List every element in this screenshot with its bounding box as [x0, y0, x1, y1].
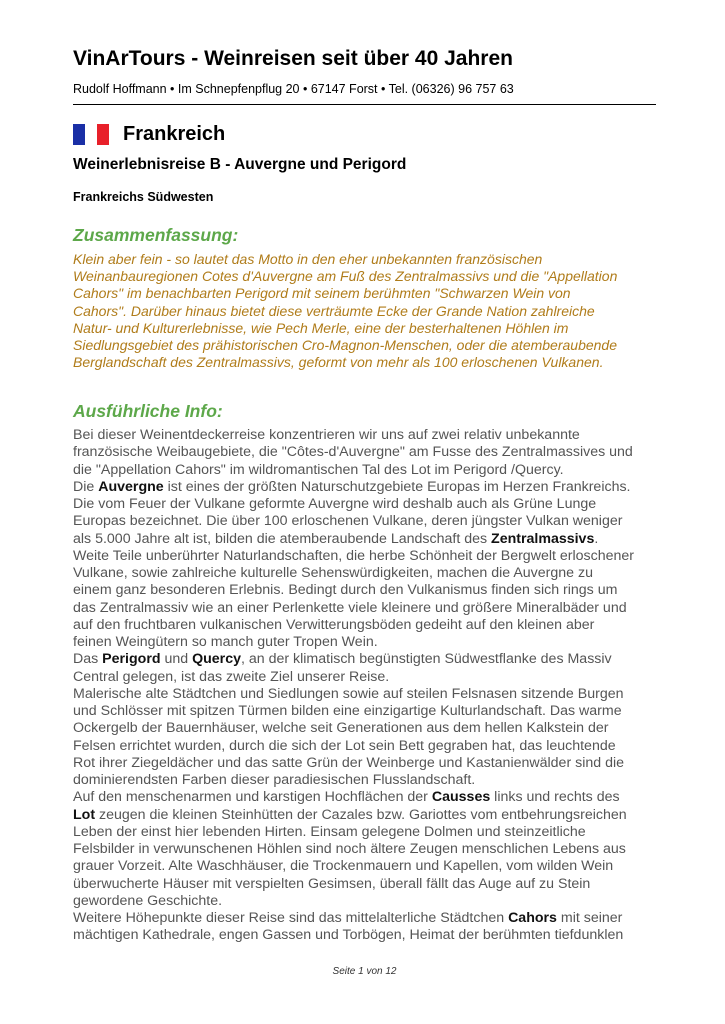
details-line: [73, 720, 656, 737]
details-line: [73, 651, 656, 668]
details-paragraph: [73, 427, 656, 945]
details-line: [73, 686, 656, 703]
text-segment: Die: [73, 478, 99, 495]
text-segment: grauer Vorzeit. Alte Waschhäuser, die Trockenmauern und Kapellen, vom wilden Wein: [73, 858, 614, 875]
bold-term: Cahors: [508, 910, 557, 926]
page-number: Seite 1 von 12: [332, 966, 397, 977]
summary-paragraph: [73, 251, 656, 371]
text-segment: überwucherte Häuser mit verspielten Gesimsen, überall fällt das Auge auf zu Stein: [73, 875, 591, 892]
text-segment: Weite Teile unberührter Naturlandschaften, die herbe Schönheit der Bergwelt erloschener: [73, 547, 635, 564]
details-line: [73, 462, 656, 479]
details-line: [73, 738, 656, 755]
details-line: [73, 617, 656, 634]
details-line: [73, 427, 656, 444]
summary-line: Berglandschaft des Zentralmassivs, geformt von mehr als 100 erloschenen Vulkanen.: [73, 354, 604, 371]
text-segment: Ockergelb der Bauernhäuser, welche seit Generationen aus dem hellen Kalkstein der: [73, 720, 609, 737]
bold-term: Lot: [73, 806, 96, 823]
details-line: [73, 548, 656, 565]
details-line: [73, 876, 656, 893]
text-segment: auf den fruchtbaren vulkanischen Verwitterungsböden gedeiht auf den kleinen aber: [73, 616, 595, 633]
text-segment: das Zentralmassiv wie an einer Perlenkette viele kleinere und größere Mineralbäder und: [73, 599, 627, 616]
details-line: [73, 772, 656, 789]
bold-term: Auvergne: [98, 478, 164, 495]
flag-france-icon: [73, 124, 109, 145]
summary-line: Cahors" im benachbarten Perigord mit seinem berühmten "Schwarzen Wein von: [73, 285, 571, 302]
text-segment: Weitere Höhepunkte dieser Reise sind das mittelalterliche Städtchen: [73, 910, 509, 926]
text-segment: Felsbilder in verwunschenen Höhlen sind noch ältere Zeugen menschlichen Lebens aus: [73, 841, 626, 857]
details-line: [73, 444, 656, 461]
text-segment: Vulkane, sowie zahlreiche kulturelle Sehenswürdigkeiten, machen die Auvergne zu: [73, 565, 593, 581]
text-segment: Malerische alte Städtchen und Siedlungen sowie auf steilen Felsnasen sitzende Burgen: [73, 685, 624, 702]
text-segment: Bei dieser Weinentdeckerreise konzentrieren wir uns auf zwei relativ unbekannte: [73, 427, 580, 443]
text-segment: feinen Weingütern so manch guter Tropen Wein.: [73, 634, 378, 650]
text-segment: Central gelegen, ist das zweite Ziel unserer Reise.: [73, 668, 390, 685]
text-segment: mit seiner: [556, 910, 623, 926]
details-line: [73, 824, 656, 841]
details-line: [73, 565, 656, 582]
country-heading: Frankreich: [123, 123, 226, 145]
header-divider: [73, 104, 656, 105]
text-segment: Rot ihrer Ziegeldächer und das satte Grün der Weinberge und Kastanienwälder sind die: [73, 754, 625, 771]
bold-term: Quercy: [192, 651, 241, 668]
text-segment: , an der klimatisch begünstigten Südwestflanke des Massiv: [240, 651, 612, 668]
page-title: VinArTours - Weinreisen seit über 40 Jahren: [73, 47, 513, 70]
text-segment: Leben der einst hier lebenden Hirten. Einsam gelegene Dolmen und steinzeitliche: [73, 823, 586, 840]
text-segment: Felsen errichtet wurden, durch die sich der Lot sein Bett gegraben hat, das leuchtende: [73, 737, 616, 754]
region-label: Frankreichs Südwesten: [73, 190, 214, 204]
details-line: [73, 910, 656, 927]
text-segment: und Schlösser mit spitzen Türmen bilden eine einzigartige Kulturlandschaft. Das warme: [73, 703, 622, 719]
text-segment: links und rechts des: [490, 789, 620, 806]
bold-term: Perigord: [102, 651, 161, 668]
text-segment: dominierendsten Farben dieser paradiesischen Flusslandschaft.: [73, 772, 476, 788]
summary-heading: Zusammenfassung:: [73, 225, 239, 245]
details-line: [73, 789, 656, 806]
details-line: [73, 703, 656, 720]
bold-term: Causses: [431, 789, 491, 806]
text-segment: gewordene Geschichte.: [73, 892, 223, 909]
text-segment: französische Weibaugebiete, die "Côtes-d'Auvergne" am Fusse des Zentralmassives und: [73, 444, 633, 461]
details-line: [73, 927, 656, 944]
details-line: [73, 496, 656, 513]
bold-term: Zentralmassivs: [491, 530, 595, 547]
flag-stripe-white: [85, 124, 97, 145]
details-line: [73, 479, 656, 496]
text-segment: ist eines der größten Naturschutzgebiete Europas im Herzen Frankreichs.: [163, 478, 631, 495]
details-line: [73, 807, 656, 824]
text-segment: mächtigen Kathedrale, engen Gassen und Torbögen, Heimat der berühmten tiefdunklen: [73, 927, 624, 944]
text-segment: und: [160, 651, 193, 668]
text-segment: die "Appellation Cahors" im wildromantischen Tal des Lot im Perigord /Quercy.: [73, 461, 564, 478]
tour-subtitle: Weinerlebnisreise B - Auvergne und Perigord: [73, 156, 407, 173]
details-line: [73, 531, 656, 548]
details-line: [73, 669, 656, 686]
text-segment: Auf den menschenarmen und karstigen Hochflächen der: [73, 789, 432, 806]
summary-line: Klein aber fein - so lautet das Motto in den eher unbekannten französischen: [73, 251, 543, 267]
text-segment: Die vom Feuer der Vulkane geformte Auvergne wird deshalb auch als Grüne Lunge: [73, 496, 597, 512]
details-line: [73, 755, 656, 772]
contact-line: Rudolf Hoffmann • Im Schnepfenpflug 20 • 67147 Forst • Tel. (06326) 96 757 63: [73, 82, 514, 96]
text-segment: einem ganz besonderen Erlebnis. Bedingt durch den Vulkanismus finden sich rings um: [73, 582, 618, 599]
text-segment: Das: [73, 651, 103, 668]
summary-line: Siedlungsgebiet des prähistorischen Cro-Magnon-Menschen, oder die atemberaubende: [73, 337, 618, 354]
details-heading: Ausführliche Info:: [73, 401, 223, 421]
details-line: [73, 600, 656, 617]
text-segment: zeugen die kleinen Steinhütten der Cazales bzw. Gariottes vom entbehrungsreichen: [95, 806, 627, 823]
flag-stripe-red: [97, 124, 109, 145]
details-line: [73, 582, 656, 599]
text-segment: .: [594, 530, 599, 547]
details-line: [73, 893, 656, 910]
summary-line: Natur- und Kulturerlebnisse, wie Pech Merle, eine der besterhaltenen Höhlen im: [73, 319, 569, 336]
flag-stripe-blue: [73, 124, 85, 145]
text-segment: als 5.000 Jahre alt ist, bilden die atemberaubende Landschaft des: [73, 530, 492, 547]
summary-line: Cahors". Darüber hinaus bietet diese verträumte Ecke der Grande Nation zahlreiche: [73, 302, 595, 319]
summary-line: Weinanbauregionen Cotes d'Auvergne am Fuß des Zentralmassivs und die "Appellation: [73, 268, 618, 285]
details-line: [73, 513, 656, 530]
details-line: [73, 841, 656, 858]
details-line: [73, 858, 656, 875]
details-line: [73, 634, 656, 651]
text-segment: Europas bezeichnet. Die über 100 erloschenen Vulkane, deren jüngster Vulkan weniger: [73, 513, 623, 530]
